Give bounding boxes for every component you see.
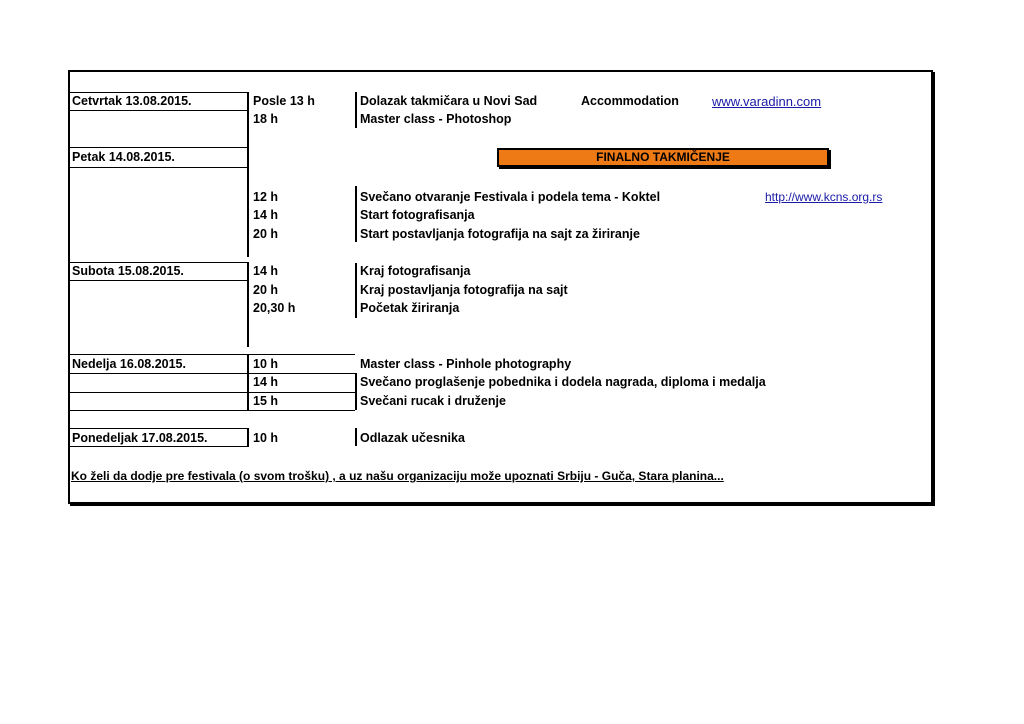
day-label: Petak 14.08.2015.	[72, 150, 175, 164]
desc-column-divider	[355, 373, 357, 410]
day-cell-border	[69, 147, 249, 148]
desc-column-divider	[355, 263, 357, 318]
event-description: Svečano otvaranje Festivala i podela tema - Koktel	[360, 190, 661, 204]
day-column-divider	[247, 428, 249, 446]
day-column-divider	[247, 354, 249, 410]
event-description: Svečano proglašenje pobednika i dodela nagrada, diploma i medalja	[360, 375, 766, 389]
event-time: 10 h	[253, 357, 279, 371]
event-description: Svečani rucak i druženje	[360, 394, 506, 408]
event-description: Odlazak učesnika	[360, 431, 465, 445]
day-cell-border	[69, 446, 249, 447]
event-time: 14 h	[253, 264, 279, 278]
day-column-divider	[247, 262, 249, 347]
day-column-divider	[247, 92, 249, 147]
event-description: Start postavljanja fotografija na sajt za žiriranje	[360, 227, 640, 241]
event-time: 14 h	[253, 375, 279, 389]
event-time: 20 h	[253, 283, 279, 297]
event-description: Kraj fotografisanja	[360, 264, 471, 278]
day-cell-border	[69, 92, 249, 93]
day-cell-border	[69, 354, 249, 355]
day-cell-border	[69, 110, 249, 111]
desc-column-divider	[355, 92, 357, 128]
day-cell-border	[69, 410, 249, 411]
event-description: Početak žiriranja	[360, 301, 460, 315]
day-cell-border	[69, 167, 249, 168]
day-cell-border	[69, 262, 249, 263]
day-cell-border	[69, 373, 249, 374]
finale-banner: FINALNO TAKMIČENJE	[497, 148, 829, 167]
day-cell-border	[69, 392, 249, 393]
event-time: 12 h	[253, 190, 279, 204]
event-time: 18 h	[253, 112, 279, 126]
event-description: Master class - Photoshop	[360, 112, 512, 126]
day-label: Nedelja 16.08.2015.	[72, 357, 186, 371]
day-label: Subota 15.08.2015.	[72, 264, 184, 278]
event-time: 15 h	[253, 394, 279, 408]
accommodation-label: Accommodation	[581, 94, 679, 108]
event-time: 20,30 h	[253, 301, 296, 315]
time-cell-border	[249, 354, 355, 355]
event-description: Master class - Pinhole photography	[360, 357, 572, 371]
event-description: Kraj postavljanja fotografija na sajt	[360, 283, 568, 297]
day-cell-border	[69, 280, 249, 281]
footer-note: Ko želi da dodje pre festivala (o svom trošku) , a uz našu organizaciju može upoznati Srbiju - Guča, Stara planina...	[71, 469, 724, 483]
day-cell-border	[69, 428, 249, 429]
time-cell-border	[249, 392, 355, 393]
time-cell-border	[249, 373, 355, 374]
event-time: 10 h	[253, 431, 279, 445]
day-column-divider	[247, 147, 249, 257]
festival-website-link[interactable]: http://www.kcns.org.rs	[765, 190, 883, 204]
day-label: Cetvrtak 13.08.2015.	[72, 94, 192, 108]
time-cell-border	[249, 410, 355, 411]
event-time: Posle 13 h	[253, 94, 315, 108]
event-description: Start fotografisanja	[360, 208, 475, 222]
event-time: 20 h	[253, 227, 279, 241]
desc-column-divider	[355, 428, 357, 446]
day-label: Ponedeljak 17.08.2015.	[72, 431, 208, 445]
event-time: 14 h	[253, 208, 279, 222]
event-description: Dolazak takmičara u Novi Sad	[360, 94, 538, 108]
desc-column-divider	[355, 186, 357, 242]
accommodation-link[interactable]: www.varadinn.com	[712, 94, 822, 109]
